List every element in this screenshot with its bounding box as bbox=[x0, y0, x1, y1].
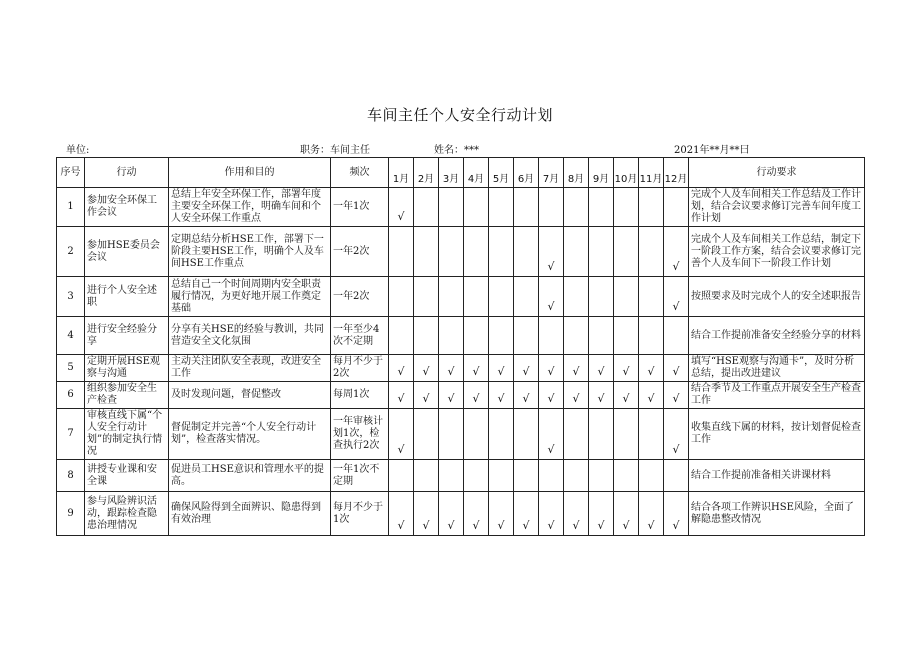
action-cell: 审核直线下属“个人安全行动计划”的制定执行情况 bbox=[85, 409, 169, 460]
purpose-cell: 总结上年安全环保工作，部署年度主要安全环保工作，明确车间和个人安全环保工作重点 bbox=[169, 188, 331, 227]
month-cell bbox=[614, 188, 639, 227]
month-check-mark: √ bbox=[414, 355, 439, 382]
month-cell bbox=[514, 409, 539, 460]
purpose-header: 作用和目的 bbox=[169, 158, 331, 188]
month-cell bbox=[414, 227, 439, 277]
table-row bbox=[57, 409, 865, 460]
month-cell bbox=[464, 188, 489, 227]
seq-cell: 2 bbox=[57, 227, 85, 277]
month-check-mark: √ bbox=[489, 382, 514, 409]
seq-cell: 5 bbox=[57, 355, 85, 382]
month-header: 4月 bbox=[464, 158, 489, 188]
month-cell bbox=[439, 277, 464, 317]
month-cell bbox=[589, 188, 614, 227]
month-check-mark: √ bbox=[564, 492, 589, 536]
month-cell bbox=[614, 227, 639, 277]
month-check-mark: √ bbox=[414, 382, 439, 409]
month-cell bbox=[664, 317, 689, 355]
month-cell bbox=[464, 317, 489, 355]
month-check-mark: √ bbox=[614, 382, 639, 409]
month-cell bbox=[564, 227, 589, 277]
month-check-mark: √ bbox=[664, 382, 689, 409]
action-cell: 进行安全经验分享 bbox=[85, 317, 169, 355]
purpose-cell: 分享有关HSE的经验与教训，共同营造安全文化氛围 bbox=[169, 317, 331, 355]
month-cell bbox=[414, 277, 439, 317]
month-cell bbox=[664, 460, 689, 492]
month-cell bbox=[539, 188, 564, 227]
table-row bbox=[57, 492, 865, 536]
month-check-mark: √ bbox=[639, 355, 664, 382]
month-cell bbox=[489, 277, 514, 317]
month-cell bbox=[389, 460, 414, 492]
purpose-cell: 确保风险得到全面辨识、隐患得到有效治理 bbox=[169, 492, 331, 536]
position-label: 职务：车间主任 bbox=[300, 145, 370, 156]
month-check-mark: √ bbox=[639, 382, 664, 409]
purpose-cell: 主动关注团队安全表现，改进安全工作 bbox=[169, 355, 331, 382]
frequency-cell: 每月不少于1次 bbox=[331, 492, 389, 536]
frequency-cell: 一年2次 bbox=[331, 227, 389, 277]
seq-cell: 7 bbox=[57, 409, 85, 460]
month-header: 9月 bbox=[589, 158, 614, 188]
seq-cell: 6 bbox=[57, 382, 85, 409]
month-cell bbox=[389, 317, 414, 355]
month-check-mark: √ bbox=[614, 492, 639, 536]
month-check-mark: √ bbox=[489, 355, 514, 382]
month-cell bbox=[564, 460, 589, 492]
month-cell bbox=[389, 227, 414, 277]
table-row bbox=[57, 227, 865, 277]
name-label: 姓名：*** bbox=[434, 145, 479, 156]
month-check-mark: √ bbox=[564, 355, 589, 382]
month-cell bbox=[589, 277, 614, 317]
requirement-cell: 结合工作提前准备安全经验分享的材料 bbox=[689, 317, 865, 355]
purpose-cell: 定期总结分析HSE工作，部署下一阶段主要HSE工作，明确个人及车间HSE工作重点 bbox=[169, 227, 331, 277]
action-header: 行动 bbox=[85, 158, 169, 188]
month-cell bbox=[439, 188, 464, 227]
month-cell bbox=[614, 409, 639, 460]
action-cell: 定期开展HSE观察与沟通 bbox=[85, 355, 169, 382]
month-check-mark: √ bbox=[439, 355, 464, 382]
month-header: 3月 bbox=[439, 158, 464, 188]
month-cell bbox=[439, 460, 464, 492]
month-check-mark: √ bbox=[464, 355, 489, 382]
month-check-mark: √ bbox=[664, 409, 689, 460]
month-check-mark: √ bbox=[539, 382, 564, 409]
month-check-mark: √ bbox=[389, 188, 414, 227]
table-row bbox=[57, 460, 865, 492]
requirement-cell: 结合季节及工作重点开展安全生产检查工作 bbox=[689, 382, 865, 409]
month-check-mark: √ bbox=[489, 492, 514, 536]
requirement-cell: 完成个人及车间相关工作总结及工作计划，结合会议要求修订完善车间年度工作计划 bbox=[689, 188, 865, 227]
month-cell bbox=[464, 227, 489, 277]
month-cell bbox=[514, 277, 539, 317]
seq-header: 序号 bbox=[57, 158, 85, 188]
month-cell bbox=[439, 317, 464, 355]
month-header: 7月 bbox=[539, 158, 564, 188]
month-check-mark: √ bbox=[539, 227, 564, 277]
month-cell bbox=[414, 317, 439, 355]
action-cell: 组织参加安全生产检查 bbox=[85, 382, 169, 409]
month-check-mark: √ bbox=[514, 355, 539, 382]
purpose-cell: 及时发现问题，督促整改 bbox=[169, 382, 331, 409]
action-cell: 参加安全环保工作会议 bbox=[85, 188, 169, 227]
month-cell bbox=[589, 317, 614, 355]
month-cell bbox=[514, 227, 539, 277]
requirement-cell: 结合工作提前准备相关讲课材料 bbox=[689, 460, 865, 492]
month-cell bbox=[539, 317, 564, 355]
month-cell bbox=[589, 409, 614, 460]
month-cell bbox=[439, 227, 464, 277]
month-cell bbox=[414, 188, 439, 227]
requirement-cell: 按照要求及时完成个人的安全述职报告 bbox=[689, 277, 865, 317]
month-check-mark: √ bbox=[564, 382, 589, 409]
frequency-cell: 每周1次 bbox=[331, 382, 389, 409]
frequency-cell: 每月不少于2次 bbox=[331, 355, 389, 382]
seq-cell: 1 bbox=[57, 188, 85, 227]
month-cell bbox=[464, 409, 489, 460]
month-cell bbox=[489, 188, 514, 227]
month-cell bbox=[639, 188, 664, 227]
month-cell bbox=[489, 317, 514, 355]
seq-cell: 3 bbox=[57, 277, 85, 317]
action-cell: 进行个人安全述职 bbox=[85, 277, 169, 317]
month-header: 5月 bbox=[489, 158, 514, 188]
month-cell bbox=[564, 188, 589, 227]
month-cell bbox=[639, 317, 664, 355]
page-title: 车间主任个人安全行动计划 bbox=[366, 106, 553, 124]
seq-cell: 8 bbox=[57, 460, 85, 492]
month-cell bbox=[614, 317, 639, 355]
frequency-cell: 一年至少4次不定期 bbox=[331, 317, 389, 355]
month-header: 12月 bbox=[664, 158, 689, 188]
month-cell bbox=[639, 227, 664, 277]
month-check-mark: √ bbox=[389, 382, 414, 409]
month-cell bbox=[639, 460, 664, 492]
month-check-mark: √ bbox=[614, 355, 639, 382]
month-cell bbox=[514, 317, 539, 355]
month-check-mark: √ bbox=[539, 355, 564, 382]
requirement-cell: 完成个人及车间相关工作总结，制定下一阶段工作方案，结合会议要求修订完善个人及车间下一阶段工作计划 bbox=[689, 227, 865, 277]
header-row bbox=[57, 158, 865, 188]
month-cell bbox=[389, 277, 414, 317]
month-check-mark: √ bbox=[639, 492, 664, 536]
month-header: 10月 bbox=[614, 158, 639, 188]
month-check-mark: √ bbox=[539, 492, 564, 536]
month-check-mark: √ bbox=[539, 277, 564, 317]
month-header: 11月 bbox=[639, 158, 664, 188]
month-cell bbox=[539, 460, 564, 492]
month-check-mark: √ bbox=[464, 492, 489, 536]
month-check-mark: √ bbox=[664, 355, 689, 382]
month-cell bbox=[514, 460, 539, 492]
month-check-mark: √ bbox=[464, 382, 489, 409]
month-cell bbox=[464, 277, 489, 317]
action-cell: 参与风险辨识活动，跟踪检查隐患治理情况 bbox=[85, 492, 169, 536]
requirement-cell: 收集直线下属的材料，按计划督促检查工作 bbox=[689, 409, 865, 460]
month-cell bbox=[664, 188, 689, 227]
frequency-cell: 一年审核计划1次，检查执行2次 bbox=[331, 409, 389, 460]
unit-label: 单位: bbox=[66, 145, 90, 156]
table-row bbox=[57, 355, 865, 382]
month-check-mark: √ bbox=[589, 382, 614, 409]
frequency-cell: 一年1次 bbox=[331, 188, 389, 227]
table-row bbox=[57, 188, 865, 227]
month-cell bbox=[614, 277, 639, 317]
month-cell bbox=[564, 277, 589, 317]
seq-cell: 9 bbox=[57, 492, 85, 536]
month-check-mark: √ bbox=[664, 227, 689, 277]
action-cell: 讲授专业课和安全课 bbox=[85, 460, 169, 492]
month-check-mark: √ bbox=[514, 382, 539, 409]
month-header: 8月 bbox=[564, 158, 589, 188]
month-check-mark: √ bbox=[389, 409, 414, 460]
month-check-mark: √ bbox=[439, 382, 464, 409]
month-header: 6月 bbox=[514, 158, 539, 188]
month-check-mark: √ bbox=[664, 277, 689, 317]
requirement-cell: 填写“HSE观察与沟通卡”，及时分析总结，提出改进建议 bbox=[689, 355, 865, 382]
month-header: 2月 bbox=[414, 158, 439, 188]
month-check-mark: √ bbox=[389, 355, 414, 382]
month-header: 1月 bbox=[389, 158, 414, 188]
month-cell bbox=[564, 317, 589, 355]
month-cell bbox=[414, 409, 439, 460]
month-cell bbox=[614, 460, 639, 492]
purpose-cell: 促进员工HSE意识和管理水平的提高。 bbox=[169, 460, 331, 492]
frequency-header: 频次 bbox=[331, 158, 389, 188]
month-cell bbox=[639, 409, 664, 460]
frequency-cell: 一年1次不定期 bbox=[331, 460, 389, 492]
month-cell bbox=[589, 227, 614, 277]
table-row bbox=[57, 317, 865, 355]
frequency-cell: 一年2次 bbox=[331, 277, 389, 317]
month-cell bbox=[514, 188, 539, 227]
month-check-mark: √ bbox=[539, 409, 564, 460]
date-label: 2021年**月**曰 bbox=[674, 145, 750, 156]
month-check-mark: √ bbox=[514, 492, 539, 536]
purpose-cell: 督促制定并完善“个人安全行动计划”，检查落实情况。 bbox=[169, 409, 331, 460]
month-cell bbox=[489, 409, 514, 460]
month-check-mark: √ bbox=[664, 492, 689, 536]
table-row bbox=[57, 277, 865, 317]
month-cell bbox=[489, 227, 514, 277]
action-cell: 参加HSE委员会会议 bbox=[85, 227, 169, 277]
month-cell bbox=[464, 460, 489, 492]
month-check-mark: √ bbox=[389, 492, 414, 536]
requirement-header: 行动要求 bbox=[689, 158, 865, 188]
action-plan-table bbox=[56, 157, 865, 536]
seq-cell: 4 bbox=[57, 317, 85, 355]
month-cell bbox=[489, 460, 514, 492]
month-cell bbox=[564, 409, 589, 460]
month-cell bbox=[414, 460, 439, 492]
month-cell bbox=[439, 409, 464, 460]
table-row bbox=[57, 382, 865, 409]
month-check-mark: √ bbox=[439, 492, 464, 536]
requirement-cell: 结合各项工作辨识HSE风险，全面了解隐患整改情况 bbox=[689, 492, 865, 536]
purpose-cell: 总结自己一个时间周期内安全职责履行情况，为更好地开展工作奠定基础 bbox=[169, 277, 331, 317]
month-cell bbox=[639, 277, 664, 317]
month-check-mark: √ bbox=[589, 355, 614, 382]
month-cell bbox=[589, 460, 614, 492]
month-check-mark: √ bbox=[589, 492, 614, 536]
month-check-mark: √ bbox=[414, 492, 439, 536]
